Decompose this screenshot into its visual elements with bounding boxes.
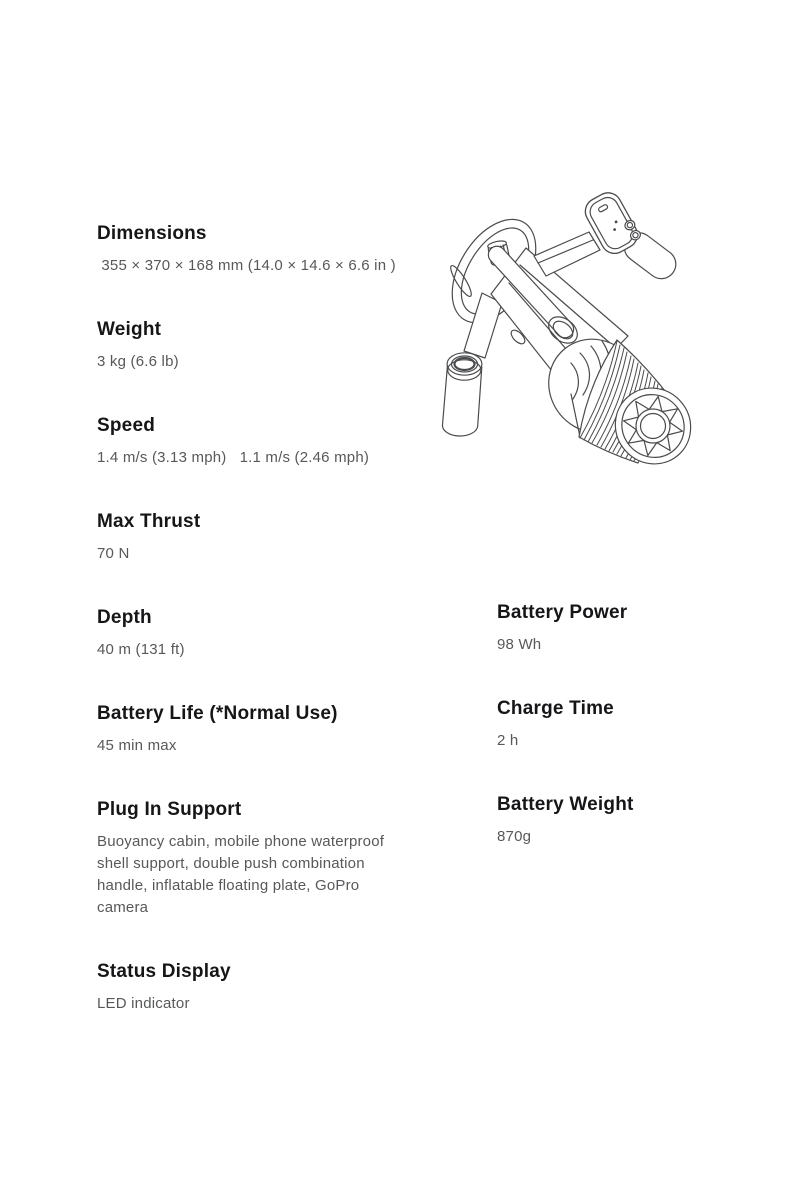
- spec-value: 98 Wh: [497, 636, 542, 653]
- spec-value: 355 × 370 × 168 mm (14.0 × 14.6 × 6.6 in ): [97, 257, 396, 274]
- spec-charge-time: [497, 697, 737, 752]
- spec-status-display: [97, 960, 427, 1015]
- spec-value: 70 N: [97, 545, 130, 562]
- spec-label: Dimensions: [97, 223, 207, 244]
- spec-value: 3 kg (6.6 lb): [97, 353, 179, 370]
- spec-value: 40 m (131 ft): [97, 641, 185, 658]
- spec-value: 870g: [497, 828, 532, 845]
- spec-label: Plug In Support: [97, 799, 242, 820]
- spec-label: Status Display: [97, 961, 231, 982]
- spec-battery-life: [97, 702, 427, 757]
- spec-value: LED indicator: [97, 995, 190, 1012]
- underwater-scooter-illustration: [425, 183, 723, 483]
- spec-label: Speed: [97, 415, 156, 436]
- spec-plug-in-support: [97, 798, 427, 919]
- spec-weight: [97, 318, 427, 373]
- spec-label: Max Thrust: [97, 511, 201, 532]
- spec-depth: [97, 606, 427, 661]
- spec-max-thrust: [97, 510, 427, 565]
- spec-value: 1.4 m/s (3.13 mph) 1.1 m/s (2.46 mph): [97, 449, 370, 466]
- spec-label: Weight: [97, 319, 162, 340]
- spec-battery-weight: [497, 793, 737, 848]
- spec-label: Depth: [97, 607, 152, 628]
- controller-arm-drawing: [534, 232, 600, 276]
- spec-speed: [97, 414, 427, 469]
- spec-label: Battery Power: [497, 602, 628, 623]
- specs-left-column: [97, 222, 427, 1056]
- spec-label: Battery Life (*Normal Use): [97, 703, 338, 724]
- spec-value: 2 h: [497, 732, 519, 749]
- spec-value: Buoyancy cabin, mobile phone waterproof shell support, double push combination handle, inflatable floating plate, GoPro camera: [97, 833, 389, 916]
- spec-value: 45 min max: [97, 737, 177, 754]
- spec-dimensions: [97, 222, 427, 277]
- spec-label: Charge Time: [497, 698, 614, 719]
- spec-battery-power: [497, 601, 737, 656]
- specs-right-column: [497, 601, 737, 889]
- spec-label: Battery Weight: [497, 794, 634, 815]
- handle-grip-drawing: [442, 353, 481, 436]
